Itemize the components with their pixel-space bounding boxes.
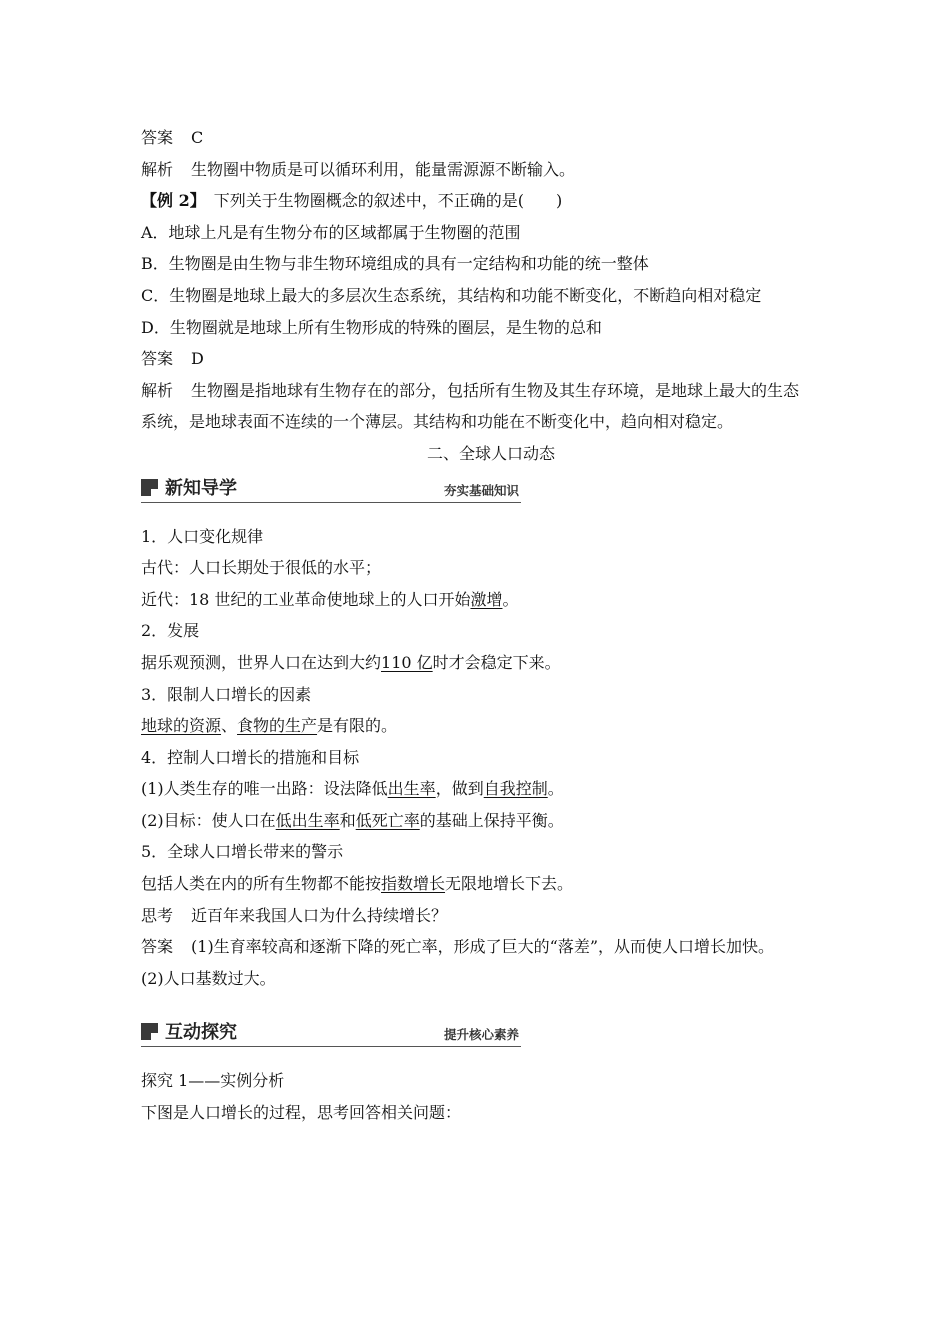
explore-intro: 下图是人口增长的过程，思考回答相关问题： [141, 1103, 462, 1123]
option-c: C．生物圈是地球上最大的多层次生态系统，其结构和功能不断变化，不断趋向相对稳定 [141, 285, 762, 305]
underlined-answer: 低死亡率 [355, 810, 420, 830]
example-label: 【例 2】 [141, 191, 206, 211]
answer-label: 答案 [141, 128, 174, 147]
underlined-answer: 激增 [470, 589, 503, 609]
text-segment: (2)目标：使人口在 [141, 810, 276, 830]
underlined-answer: 食物的生产 [237, 716, 318, 736]
think-text: 近百年来我国人口为什么持续增长？ [191, 905, 448, 925]
item-1-title: 1．人口变化规律 [141, 526, 264, 546]
text-segment: 。 [547, 779, 564, 799]
modern-line [141, 584, 841, 616]
text-segment: 据乐观预测，世界人口在达到大约 [141, 652, 382, 672]
example-question: 下列关于生物圈概念的叙述中，不正确的是( ) [213, 191, 563, 211]
answer-text: (1)生育率较高和逐渐下降的死亡率，形成了巨大的“落差”，从而使人口增长加快。 [191, 937, 775, 957]
think-answer-line1 [141, 931, 841, 963]
item-4-title: 4．控制人口增长的措施和目标 [141, 747, 360, 767]
text-segment: 是有限的。 [317, 716, 398, 736]
analysis-1 [141, 154, 841, 186]
analysis-text: 生物圈是指地球有生物存在的部分，包括所有生物及其生存环境，是地球上最大的生态 [191, 380, 800, 400]
option-b: B．生物圈是由生物与非生物环境组成的具有一定结构和功能的统一整体 [141, 254, 649, 274]
text-segment: 包括人类在内的所有生物都不能按 [141, 874, 382, 894]
item-5-title: 5．全球人口增长带来的警示 [141, 842, 344, 862]
analysis-2-line1 [141, 375, 841, 407]
measure-2-line [141, 805, 841, 837]
text-segment: ，做到 [435, 779, 484, 799]
text-segment: 、 [221, 716, 238, 736]
underlined-answer: 出生率 [387, 779, 436, 799]
underlined-answer: 自我控制 [483, 779, 548, 799]
section-bar-tag: 夯实基础知识 [443, 482, 519, 498]
answer-label: 答案 [141, 937, 174, 957]
section-square-icon [141, 479, 158, 496]
limit-line [141, 710, 841, 742]
document-body [141, 122, 841, 1129]
underlined-answer: 低出生率 [275, 810, 340, 830]
section-bar-tag: 提升核心素养 [443, 1027, 519, 1043]
example-2 [141, 185, 841, 217]
answer-label: 答案 [141, 349, 174, 369]
predict-line [141, 647, 841, 679]
answer-value: C [191, 128, 204, 147]
section-bar-title: 互动探究 [165, 1022, 237, 1044]
analysis-text: 生物圈中物质是可以循环利用，能量需源源不断输入。 [191, 159, 576, 179]
text-segment: 的基础上保持平衡。 [419, 810, 564, 830]
text-segment: 。 [502, 589, 519, 609]
section-square-icon [141, 1023, 158, 1040]
answer-value: D [191, 349, 204, 369]
underlined-answer: 指数增长 [381, 874, 446, 894]
answer-1 [141, 122, 841, 154]
think-label: 思考 [141, 905, 174, 925]
text-segment: 和 [339, 810, 356, 830]
ancient-line: 古代：人口长期处于很低的水平； [141, 558, 382, 578]
text-segment: 近代：18 世纪的工业革命使地球上的人口开始 [141, 589, 471, 609]
section-bar-title: 新知导学 [165, 477, 237, 499]
analysis-label: 解析 [141, 380, 174, 400]
answer-2 [141, 343, 841, 375]
option-a: A．地球上凡是有生物分布的区域都属于生物圈的范围 [141, 222, 521, 242]
option-d: D．生物圈就是地球上所有生物形成的特殊的圈层，是生物的总和 [141, 317, 602, 337]
underlined-answer: 地球的资源 [141, 716, 222, 736]
section-heading: 二、全球人口动态 [426, 443, 555, 463]
analysis-2-line2: 系统，是地球表面不连续的一个薄层。其结构和功能在不断变化中，趋向相对稳定。 [141, 412, 734, 432]
measure-1-line [141, 773, 841, 805]
analysis-label: 解析 [141, 159, 174, 179]
item-3-title: 3．限制人口增长的因素 [141, 684, 312, 704]
explore-title: 探究 1——实例分析 [141, 1071, 285, 1091]
think-line [141, 900, 841, 932]
warning-line [141, 868, 841, 900]
text-segment: 时才会稳定下来。 [432, 652, 561, 672]
section-bar-new-knowledge [141, 472, 521, 503]
think-answer-line2: (2)人口基数过大。 [141, 968, 276, 988]
section-bar-interactive-explore [141, 1016, 521, 1047]
text-segment: 无限地增长下去。 [445, 874, 574, 894]
item-2-title: 2．发展 [141, 621, 200, 641]
underlined-answer: 110 亿 [381, 652, 433, 672]
text-segment: (1)人类生存的唯一出路：设法降低 [141, 779, 388, 799]
